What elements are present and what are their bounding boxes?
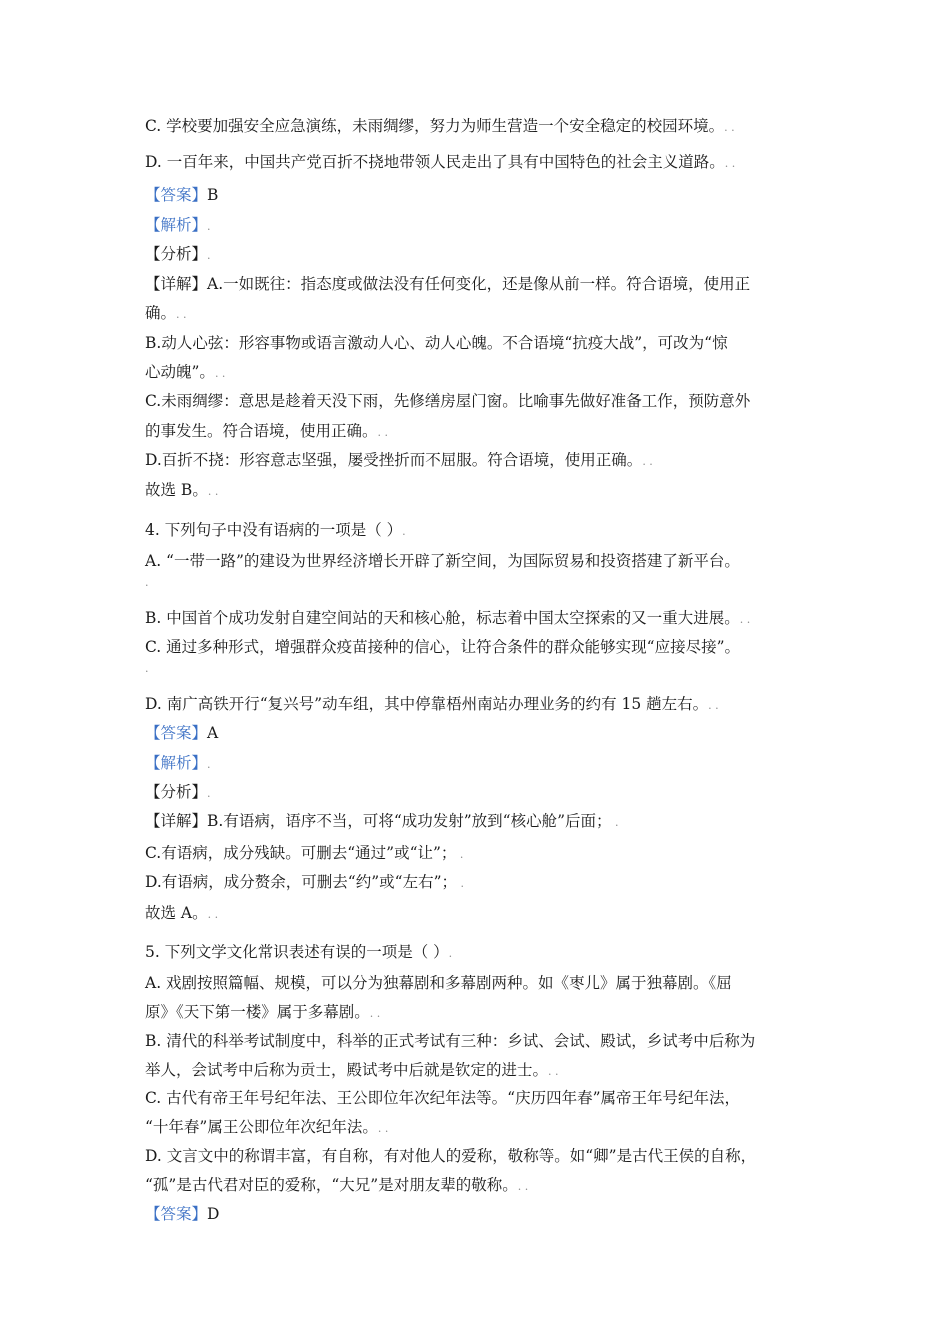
detail-line: C.有语病，成分残缺。可删去“通过”或“让”； . (145, 844, 464, 862)
question-5-stem: 5. 下列文学文化常识表述有误的一项是（ ）. (145, 943, 453, 961)
answer-line: 【答案】D (145, 1205, 220, 1223)
detail-line: B.动人心弦：形容事物或语言激动人心、动人心魄。不合语境“抗疫大战”，可改为“惊 (145, 334, 728, 352)
analysis-line: 【解析】. (145, 216, 211, 234)
detail-line: D.有语病，成分赘余，可删去“约”或“左右”； . (145, 873, 464, 891)
answer-line: 【答案】B (145, 186, 219, 204)
option-b-line: B. 清代的科举考试制度中，科举的正式考试有三种：乡试、会试、殿试，乡试考中后称为 (145, 1032, 756, 1050)
fenxi-line: 【分析】. (145, 245, 211, 263)
option-b-line: 举人，会试考中后称为贡士，殿试考中后就是钦定的进士。. . (145, 1061, 559, 1079)
paragraph-mark: . (145, 576, 149, 589)
option-d-line: D. 文言文中的称谓丰富，有自称，有对他人的爱称，敬称等。如“卿”是古代王侯的自称， (145, 1147, 757, 1165)
detail-line: 【详解】B.有语病，语序不当，可将“成功发射”放到“核心舱”后面； . (145, 812, 619, 830)
answer-line: 【答案】A (145, 724, 219, 742)
option-d-line: D. 一百年来，中国共产党百折不挠地带领人民走出了具有中国特色的社会主义道路。. . (145, 153, 736, 171)
detail-line: 确。. . (145, 304, 187, 322)
fenxi-line: 【分析】. (145, 783, 211, 801)
option-d-line: “孤”是古代君对臣的爱称，“大兄”是对朋友辈的敬称。. . (145, 1176, 529, 1194)
option-a-line: 原》《天下第一楼》属于多幕剧。. . (145, 1003, 381, 1021)
choice-line: 故选 B。. . (145, 481, 219, 499)
detail-line: D.百折不挠：形容意志坚强，屡受挫折而不屈服。符合语境，使用正确。. . (145, 451, 653, 469)
option-c-line: “十年春”属王公即位年次纪年法。. . (145, 1118, 389, 1136)
answer-tag: 【答案】 (145, 1205, 208, 1223)
answer-tag: 【答案】 (145, 186, 208, 204)
analysis-tag: 【解析】 (145, 216, 208, 234)
answer-tag: 【答案】 (145, 724, 208, 742)
option-c-line: C. 古代有帝王年号纪年法、王公即位年次纪年法等。“庆历四年春”属帝王年号纪年法， (145, 1089, 741, 1107)
detail-line: 心动魄”。. . (145, 363, 226, 381)
analysis-line: 【解析】. (145, 754, 211, 772)
option-a-line: A. “一带一路”的建设为世界经济增长开辟了新空间，为国际贸易和投资搭建了新平台。 (145, 552, 740, 570)
option-c-line: C. 通过多种形式，增强群众疫苗接种的信心，让符合条件的群众能够实现“应接尽接”。 (145, 638, 741, 656)
detail-line: C.未雨绸缪：意思是趁着天没下雨，先修缮房屋门窗。比喻事先做好准备工作，预防意外 (145, 392, 751, 410)
option-d-line: D. 南广高铁开行“复兴号”动车组，其中停靠梧州南站办理业务的约有 15 趟左右。. . (145, 695, 719, 713)
detail-line: 的事发生。符合语境，使用正确。. . (145, 422, 389, 440)
detail-line: 【详解】A.一如既往：指态度或做法没有任何变化，还是像从前一样。符合语境，使用正 (145, 275, 751, 293)
paragraph-mark: . (145, 662, 149, 675)
option-b-line: B. 中国首个成功发射自建空间站的天和核心舱，标志着中国太空探索的又一重大进展。. . (145, 609, 751, 627)
analysis-tag: 【解析】 (145, 754, 208, 772)
choice-line: 故选 A。. . (145, 904, 219, 922)
option-a-line: A. 戏剧按照篇幅、规模，可以分为独幕剧和多幕剧两种。如《枣儿》属于独幕剧。《屈 (145, 974, 732, 992)
question-4-stem: 4. 下列句子中没有语病的一项是（ ）. (145, 521, 406, 539)
option-c-line: C. 学校要加强安全应急演练，未雨绸缪，努力为师生营造一个安全稳定的校园环境。. . (145, 117, 735, 135)
